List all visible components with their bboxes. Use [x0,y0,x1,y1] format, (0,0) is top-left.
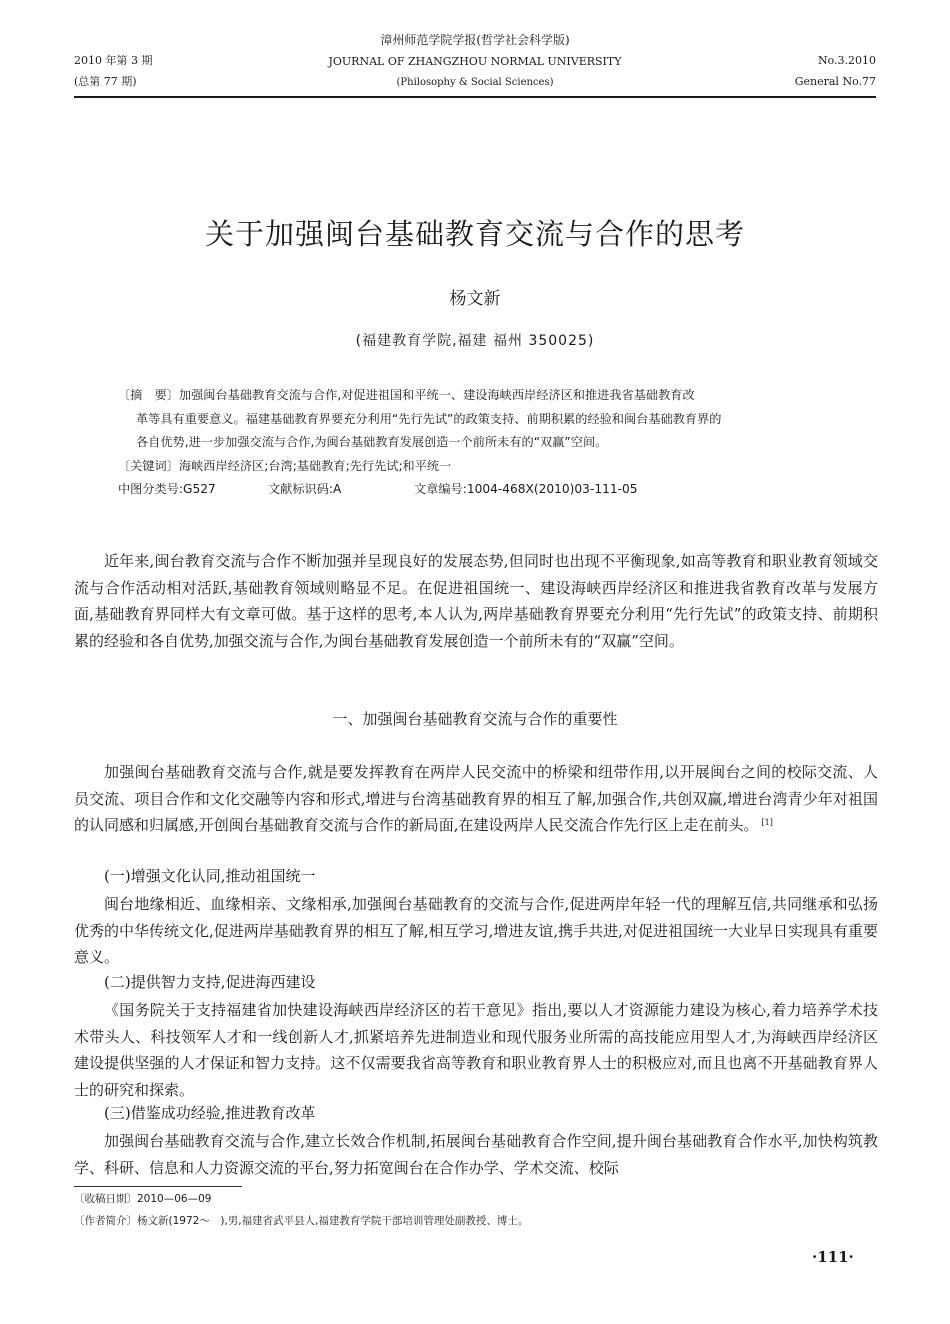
header-rule [74,96,876,98]
document-code: 文献标识码:A [268,482,342,496]
total-issue-label: (总第 77 期) [74,75,137,88]
intro-paragraph: 近年来,闽台教育交流与合作不断加强并呈现良好的发展态势,但同时也出现不平衡现象,如高等教育和职业教育领域交流与合作活动相对活跃,基础教育领域则略显不足。在促进祖国统一、建设海峡西岸经济区和推进我省教育改革与发展方面,基础教育界同样大有文章可做。基于这样的思考,本人认为,两岸基础教育界要充分利用“先行先试”的政策支持、前期积累的经验和各自优势,加强交流与合作,为闽台基础教育发展创造一个前所未有的“双赢”空间。 [74,552,878,650]
section-1-para-1 [74,759,878,839]
journal-subtitle-en: (Philosophy & Social Sciences) [396,77,554,88]
issue-number-en: No.3.2010 [817,54,876,67]
subsection-2-heading: (二)提供智力支持,促进海西建设 [104,973,316,991]
subsection-1-heading: (一)增强文化认同,推动祖国统一 [104,867,316,885]
article-number: 文章编号:1004-468X(2010)03-111-05 [414,482,638,496]
footnote-author-bio: 〔作者简介〕杨文新(1972～ ),男,福建省武平县人,福建教育学院干部培训管理处副教授、博士。 [74,1215,529,1227]
journal-name-en: JOURNAL OF ZHANGZHOU NORMAL UNIVERSITY [328,55,622,68]
subsection-3-text: 加强闽台基础教育交流与合作,建立长效合作机制,拓展闽台基础教育合作空间,提升闽台基础教育合作水平,加快构筑教学、科研、信息和人力资源交流的平台,努力拓宽闽台在合作办学、学术交流、校际 [74,1132,878,1177]
page-number: ·111· [812,1248,854,1266]
subsection-1-text: 闽台地缘相近、血缘相亲、文缘相承,加强闽台基础教育的交流与合作,促进两岸年轻一代的理解互信,共同继承和弘扬优秀的中华传统文化,促进两岸基础教育界的相互了解,相互学习,增进友谊,携手共进,对促进祖国统一大业早日实现具有重要意义。 [74,895,878,966]
citation-ref-1: [1] [761,818,773,827]
section-1-para-1-block [74,759,878,839]
subsection-3-block [74,1128,878,1181]
intro-block [74,548,878,654]
general-number-en: General No.77 [794,75,876,88]
author-name: 杨文新 [449,289,501,309]
abstract-block [118,384,848,502]
subsection-3-heading: (三)借鉴成功经验,推进教育改革 [104,1104,316,1122]
subsection-2-text: 《国务院关于支持福建省加快建设海峡西岸经济区的若干意见》指出,要以人才资源能力建设为核心,着力培养学术技术带头人、科技领军人才和一线创新人才,抓紧培养先进制造业和现代服务业所需的高技能应用型人才,为海峡西岸经济区建设提供坚强的人才保证和智力支持。这不仅需要我省高等教育和职业教育界人士的积极应对,而且也离不开基础教育界人士的研究和探索。 [74,1001,878,1099]
section-1-para-1-text: 加强闽台基础教育交流与合作,就是要发挥教育在两岸人民交流中的桥梁和纽带作用,以开展闽台之间的校际交流、人员交流、项目合作和文化交融等内容和形式,增进与台湾基础教育界的相互了解,加强合作,共创双赢,增进台湾青少年对祖国的认同感和归属感,开创闽台基础教育交流与合作的新局面,在建设两岸人民交流合作先行区上走在前头。 [74,763,878,834]
section-1-heading: 一、加强闽台基础教育交流与合作的重要性 [332,710,618,728]
keywords: 〔关键词〕海峡西岸经济区;台湾;基础教育;先行先试;和平统一 [118,458,452,473]
abstract-line-1: 〔摘 要〕加强闽台基础教育交流与合作,对促进祖国和平统一、建设海峡西岸经济区和推进我省基础教育改 [118,388,695,402]
classification-row [118,478,848,502]
footnote-rule [74,1186,242,1187]
article-title: 关于加强闽台基础教育交流与合作的思考 [204,217,745,251]
running-header-right [795,50,876,92]
abstract-line-3: 各自优势,进一步加强交流与合作,为闽台基础教育发展创造一个前所未有的“双赢”空间。 [136,435,608,449]
subsection-1-block [74,891,878,971]
abstract-line-2: 革等具有重要意义。福建基础教育界要充分利用“先行先试”的政策支持、前期积累的经验和闽台基础教育界的 [136,411,722,426]
footnote-received-date: 〔收稿日期〕2010—06—09 [74,1193,212,1205]
subsection-2-block [74,997,878,1103]
journal-name-cn: 漳州师范学院学报(哲学社会科学版) [380,33,570,47]
author-affiliation: (福建教育学院,福建 福州 350025) [355,333,595,349]
issue-label: 2010 年第 3 期 [74,54,153,67]
clc-number: 中图分类号:G527 [118,482,216,496]
